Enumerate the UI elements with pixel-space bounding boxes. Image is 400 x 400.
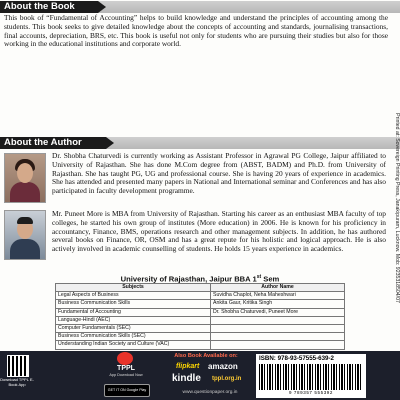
isbn-text: ISBN: 978-93-57555-639-2 <box>259 355 334 362</box>
tppl-logo <box>86 351 166 398</box>
amazon-logo[interactable]: amazon <box>208 362 238 371</box>
syllabus-caption: University of Rajasthan, Jaipur BBA 1st Sem <box>120 274 280 284</box>
about-author-band <box>0 137 400 149</box>
table-header-row <box>56 284 345 292</box>
tppl-store-link[interactable]: tppl.org.in <box>212 376 242 382</box>
about-book-band <box>0 1 400 13</box>
table-row: Business Communication Skills Ankita Gaur, Kritika Singh <box>56 300 345 308</box>
author-bio-shobha: Dr. Shobha Chaturvedi is currently working as Assistant Professor in Agrawal PG College, Jaipur affiliated to University of Rajasthan. She has done M.Com degree from (ABST, BADM) and Ph.D. from University of Rajasthan. She has taught PG, UG and professional course. She is having 20 years of experience in academics. She has attended and presented many papers in National and International seminar and Conferences and has also participated in faculty development programme. <box>52 151 386 196</box>
kindle-logo[interactable]: kindle <box>172 373 201 384</box>
about-book-heading: About the Book <box>0 1 98 13</box>
logo-text: TPPL <box>117 365 135 372</box>
qr-code-icon <box>7 355 29 377</box>
author-bio-puneet: Mr. Puneet More is MBA from University of Rajasthan. Starting his career as an enthusiast MBA faculty of top colleges, he started his own group of institutes (More education) in 2006. He is known for his proficiency in accountancy, Finance, BMS, operations research and other management subjects. In addition, he has authored several books on Finance, OR, OSM and has a great repute for his holistic and logical approach. He is also actively involved in academic counselling of students. He holds 15 years experience in academics. <box>52 209 386 254</box>
logo-subtitle: App Download Now <box>109 373 143 377</box>
author-photo-puneet <box>4 210 46 260</box>
author-photo-shobha <box>4 153 46 203</box>
logo-mark-icon <box>117 352 133 365</box>
table-row: Computer Fundamentals (SEC) <box>56 324 345 332</box>
table-row: Understanding Indian Society and Culture (VAC) <box>56 341 345 349</box>
about-book-paragraph: This book of “Fundamental of Accounting” helps to build knowledge and understand the principles of accounting among the students. This book seeks to give detailed knowledge about the concepts of accounting and standards, journalising transactions, final accounts, depreciation, BRS, etc. This book is useful not only for students who are pursuing their studies but also for those working in the educational institutions and corporate world. <box>4 13 388 49</box>
isbn-block <box>256 354 366 398</box>
table-row: Legal Aspects of Business Suvidha Chaplot, Neha Maheshwari <box>56 292 345 300</box>
col-subjects: Subjects <box>56 284 211 292</box>
flipkart-logo[interactable]: flipkart <box>176 363 200 370</box>
barcode-icon <box>259 364 363 390</box>
website-url[interactable]: www.questionpaper.org.in <box>182 390 238 395</box>
google-play-button[interactable]: GET IT ON Google Play <box>104 384 150 397</box>
table-row: Fundamental of Accounting Dr. Shobha Chaturvedi, Puneet More <box>56 308 345 316</box>
table-row: Business Communication Skills (SEC) <box>56 333 345 341</box>
footer-bar <box>0 351 400 400</box>
table-row: Language-Hindi (AEC) <box>56 316 345 324</box>
download-label: Download TPPL E-Book App <box>0 377 34 387</box>
about-author-heading: About the Author <box>0 137 106 149</box>
subjects-table <box>55 283 345 350</box>
printer-note: Printed at: Sovereign Printing Press, Janakipuram, Lucknow. Mob: 9235318504/07 <box>394 113 400 303</box>
barcode-digits: 9 789357 555392 <box>288 390 334 395</box>
available-on-label: Also Book Available on: <box>174 353 238 359</box>
col-author: Author Name <box>211 284 345 292</box>
